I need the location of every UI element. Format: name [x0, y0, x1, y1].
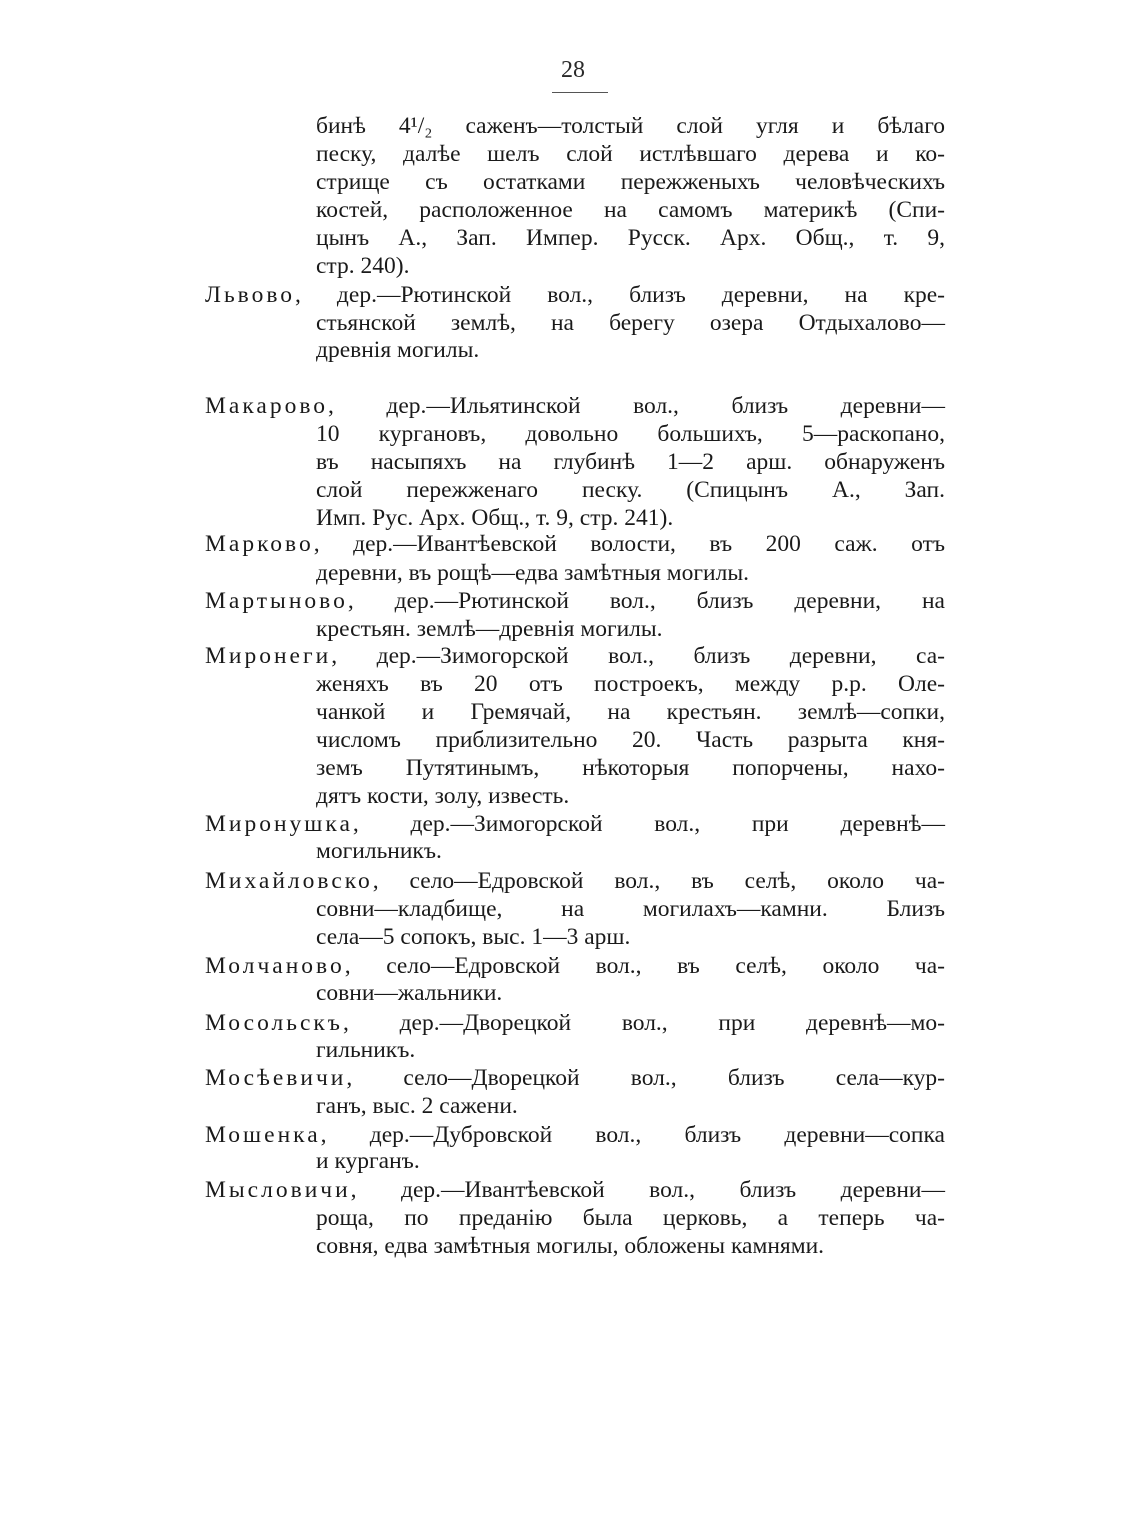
entry-first-line: [205, 1176, 945, 1204]
entry-line: и курганъ.: [316, 1148, 420, 1174]
entry-text: , дер.—Дворецкой вол., при деревнѣ—мо-: [342, 1010, 945, 1036]
entry-text: , дер.—Дубровской вол., близъ деревни—сопка: [320, 1122, 945, 1148]
entry-first-line: [205, 867, 945, 895]
entry-line: совни—кладбище, на могилахъ—камни. Близъ: [316, 896, 945, 922]
entry-name: Мосѣевичи: [205, 1065, 347, 1091]
page-number-rule: [552, 92, 608, 93]
entry-line: песку, далѣе шелъ слой истлѣвшаго дерева и ко-: [316, 141, 945, 167]
entry-name: Мошенка: [205, 1122, 321, 1148]
entry-text: , дер.—Ивантѣевской волости, въ 200 саж. отъ: [313, 531, 945, 557]
entry-name: Мысловичи: [205, 1177, 351, 1203]
entry-name: Мосольскъ: [205, 1010, 343, 1036]
entry-line: костей, расположенное на самомъ материкѣ (Спи-: [316, 197, 945, 223]
entry-line: деревни, въ рощѣ—едва замѣтныя могилы.: [316, 560, 750, 586]
entry-first-line: [205, 952, 945, 980]
entry-line: слой пережженаго песку. (Спицынъ А., Зап.: [316, 477, 945, 503]
entry-text: , село—Едровской вол., въ селѣ, около ча-: [344, 953, 945, 979]
entry-text: , дер.—Ильятинской вол., близъ деревни—: [328, 393, 945, 419]
entry-line: стьянской землѣ, на берегу озера Отдыхалово—: [316, 310, 945, 336]
entry-name: Макарово: [205, 393, 329, 419]
entry-line: древнія могилы.: [316, 337, 480, 363]
entry-name: Марково: [205, 531, 314, 557]
entry-first-line: [205, 281, 945, 309]
entry-first-line: [205, 587, 945, 615]
entry-first-line: [205, 1064, 945, 1092]
entry-text: , село—Дворецкой вол., близъ села—кур-: [346, 1065, 945, 1091]
entry-line: бинѣ 4¹/₂ саженъ—толстый слой угля и бѣлаго: [316, 113, 945, 139]
entry-line: стр. 240).: [316, 253, 410, 279]
entry-line: гильникъ.: [316, 1037, 416, 1063]
entry-name: Мартыново: [205, 588, 348, 614]
entry-line: числомъ приблизительно 20. Часть разрыта кня-: [316, 727, 945, 753]
entry-text: , дер.—Ивантѣевской вол., близъ деревни—: [350, 1177, 945, 1203]
entry-first-line: [205, 1009, 945, 1037]
entry-first-line: [205, 1121, 945, 1149]
entry-name: Михайловско: [205, 868, 373, 894]
entry-line: цынъ А., Зап. Импер. Русск. Арх. Общ., т. 9,: [316, 225, 945, 251]
entry-text: , село—Едровской вол., въ селѣ, около ча-: [372, 868, 945, 894]
entry-line: совня, едва замѣтныя могилы, обложены камнями.: [316, 1233, 825, 1259]
entry-line: могильникъ.: [316, 838, 442, 864]
entry-line: ганъ, выс. 2 сажени.: [316, 1093, 518, 1119]
entry-text: , дер.—Рютинской вол., близъ деревни, на: [347, 588, 945, 614]
entry-first-line: [205, 810, 945, 838]
entry-line: женяхъ въ 20 отъ построекъ, между р.р. Оле-: [316, 671, 945, 697]
page-number: 28: [561, 57, 585, 83]
entry-line: совни—жальники.: [316, 980, 503, 1006]
entry-name: Миронушка: [205, 811, 353, 837]
entry-line: земъ Путятинымъ, нѣкоторыя попорчены, нахо-: [316, 755, 945, 781]
entry-first-line: [205, 530, 945, 558]
entry-name: Львово: [205, 282, 296, 308]
entry-line: роща, по преданію была церковь, а теперь ча-: [316, 1205, 945, 1231]
entry-line: дятъ кости, золу, известь.: [316, 783, 570, 809]
entry-line: села—5 сопокъ, выс. 1—3 арш.: [316, 924, 631, 950]
entry-line: въ насыпяхъ на глубинѣ 1—2 арш. обнаруженъ: [316, 449, 945, 475]
entry-first-line: [205, 642, 945, 670]
entry-name: Молчаново: [205, 953, 345, 979]
entry-line: 10 кургановъ, довольно большихъ, 5—раскопано,: [316, 421, 945, 447]
entry-name: Миронеги: [205, 643, 332, 669]
entry-first-line: [205, 392, 945, 420]
entry-text: , дер.—Зимогорской вол., при деревнѣ—: [352, 811, 945, 837]
entry-text: , дер.—Рютинской вол., близъ деревни, на кре-: [295, 282, 945, 308]
entry-line: чанкой и Гремячай, на крестьян. землѣ—сопки,: [316, 699, 945, 725]
entry-line: стрище съ остатками пережженыхъ человѣческихъ: [316, 169, 945, 195]
entry-line: крестьян. землѣ—древнія могилы.: [316, 616, 663, 642]
entry-text: , дер.—Зимогорской вол., близъ деревни, са-: [331, 643, 945, 669]
entry-line: Имп. Рус. Арх. Общ., т. 9, стр. 241).: [316, 505, 674, 531]
